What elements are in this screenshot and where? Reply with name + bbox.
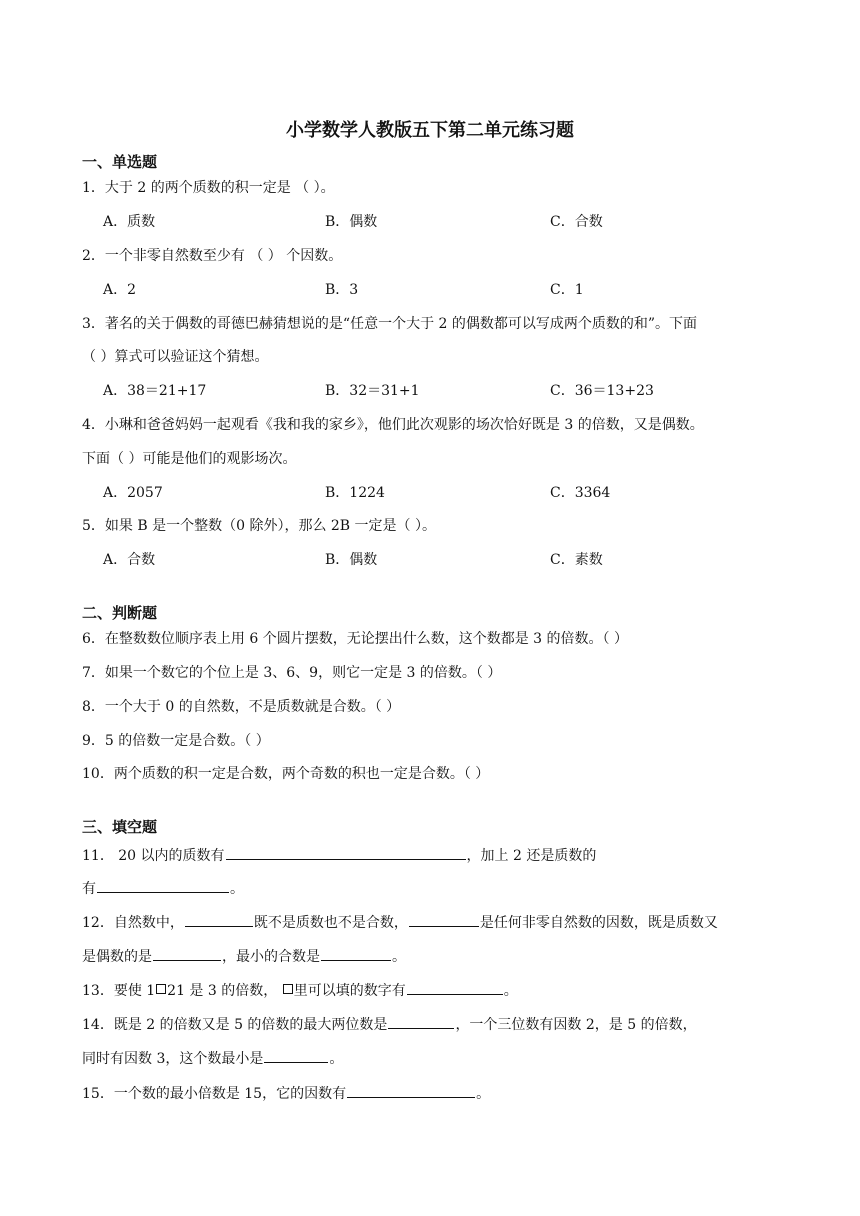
q14-blank-1[interactable] — [388, 1013, 454, 1029]
question-10: 10．两个质数的积一定是合数，两个奇数的积也一定是合数。（ ） — [82, 766, 490, 782]
question-7: 7．如果一个数它的个位上是 3、6、9，则它一定是 3 的倍数。（ ） — [82, 665, 502, 681]
q12-text-d: 是偶数的是 — [82, 949, 152, 965]
section-heading-true-false: 二、判断题 — [82, 604, 158, 622]
page-title: 小学数学人教版五下第二单元练习题 — [286, 120, 574, 141]
square-box-icon — [156, 984, 166, 994]
question-15 — [82, 1082, 490, 1104]
q1-option-c: C．合数 — [550, 214, 603, 230]
q12-blank-4[interactable] — [321, 945, 391, 961]
q4-option-c: C．3364 — [550, 485, 611, 501]
q12-text-b: 既不是质数也不是合数， — [253, 915, 408, 931]
question-11-line-1 — [82, 844, 596, 866]
q15-blank[interactable] — [347, 1082, 475, 1098]
square-box-icon — [283, 984, 293, 994]
q3-option-b: B．32＝31+1 — [325, 383, 420, 399]
question-3-line-1: 3．著名的关于偶数的哥德巴赫猜想说的是“任意一个大于 2 的偶数都可以写成两个质数的和”。下面 — [82, 316, 698, 332]
q4-option-a: A．2057 — [103, 485, 163, 501]
q15-text-b: 。 — [476, 1086, 491, 1102]
q14-text-c: 同时有因数 3，这个数最小是 — [82, 1051, 264, 1067]
q11-text-c: 有 — [82, 881, 96, 897]
q11-blank-2[interactable] — [97, 877, 229, 893]
q2-option-a: A．2 — [103, 282, 137, 298]
q13-text-d: 。 — [503, 983, 518, 999]
q15-text-a: 15．一个数的最小倍数是 15，它的因数有 — [82, 1086, 347, 1102]
q12-text-f: 。 — [392, 949, 406, 965]
q13-text-c: 里可以填的数字有 — [293, 983, 406, 999]
q5-option-c: C．素数 — [550, 552, 603, 568]
q12-text-e: ，最小的合数是 — [222, 949, 320, 965]
q11-blank-1[interactable] — [226, 844, 466, 860]
q12-blank-2[interactable] — [409, 911, 479, 927]
q2-option-c: C．1 — [550, 282, 584, 298]
question-4-line-1: 4．小琳和爸爸妈妈一起观看《我和我的家乡》，他们此次观影的场次恰好既是 3 的倍数，又是偶数。 — [82, 417, 704, 433]
q11-text-b: ，加上 2 还是质数的 — [466, 848, 597, 864]
q12-text-a: 12．自然数中， — [82, 915, 184, 931]
question-12-line-1 — [82, 911, 718, 933]
q3-option-a: A．38＝21+17 — [103, 383, 207, 399]
q4-option-b: B．1224 — [325, 485, 385, 501]
question-9: 9．5 的倍数一定是合数。（ ） — [82, 733, 270, 749]
question-3-line-2: （ ）算式可以验证这个猜想。 — [82, 349, 269, 365]
question-6: 6．在整数数位顺序表上用 6 个圆片摆数，无论摆出什么数，这个数都是 3 的倍数。（ ） — [82, 631, 628, 647]
q14-blank-2[interactable] — [264, 1047, 328, 1063]
q14-text-d: 。 — [329, 1051, 344, 1067]
q12-blank-3[interactable] — [153, 945, 221, 961]
q3-option-c: C．36＝13+23 — [550, 383, 654, 399]
question-5: 5．如果 B 是一个整数（0 除外），那么 2B 一定是（ ）。 — [82, 518, 436, 534]
q13-text-a: 13．要使 1 — [82, 983, 156, 999]
section-heading-fill-in: 三、填空题 — [82, 818, 158, 836]
q5-option-b: B．偶数 — [325, 552, 378, 568]
question-1: 1．大于 2 的两个质数的积一定是 （ ）。 — [82, 180, 335, 196]
q14-text-a: 14．既是 2 的倍数又是 5 的倍数的最大两位数是 — [82, 1017, 388, 1033]
q2-option-b: B．3 — [325, 282, 359, 298]
q11-text-d: 。 — [230, 881, 244, 897]
question-2: 2．一个非零自然数至少有 （ ） 个因数。 — [82, 248, 343, 264]
q12-blank-1[interactable] — [185, 911, 253, 927]
q1-option-a: A．质数 — [103, 214, 156, 230]
q14-text-b: ，一个三位数有因数 2，是 5 的倍数， — [455, 1017, 697, 1033]
question-13 — [82, 979, 518, 1001]
q11-text-a: 11． 20 以内的质数有 — [82, 848, 225, 864]
question-11-line-2 — [82, 877, 244, 899]
question-12-line-2 — [82, 945, 406, 967]
q1-option-b: B．偶数 — [325, 214, 378, 230]
question-4-line-2: 下面（ ）可能是他们的观影场次。 — [82, 451, 297, 467]
question-8: 8．一个大于 0 的自然数，不是质数就是合数。（ ） — [82, 699, 401, 715]
q12-text-c: 是任何非零自然数的因数，既是质数又 — [479, 915, 718, 931]
q5-option-a: A．合数 — [103, 552, 156, 568]
section-heading-single-choice: 一、单选题 — [82, 153, 158, 171]
question-14-line-1 — [82, 1013, 697, 1035]
question-14-line-2 — [82, 1047, 343, 1069]
q13-text-b: 21 是 3 的倍数， — [167, 983, 282, 999]
q13-blank[interactable] — [407, 979, 503, 995]
